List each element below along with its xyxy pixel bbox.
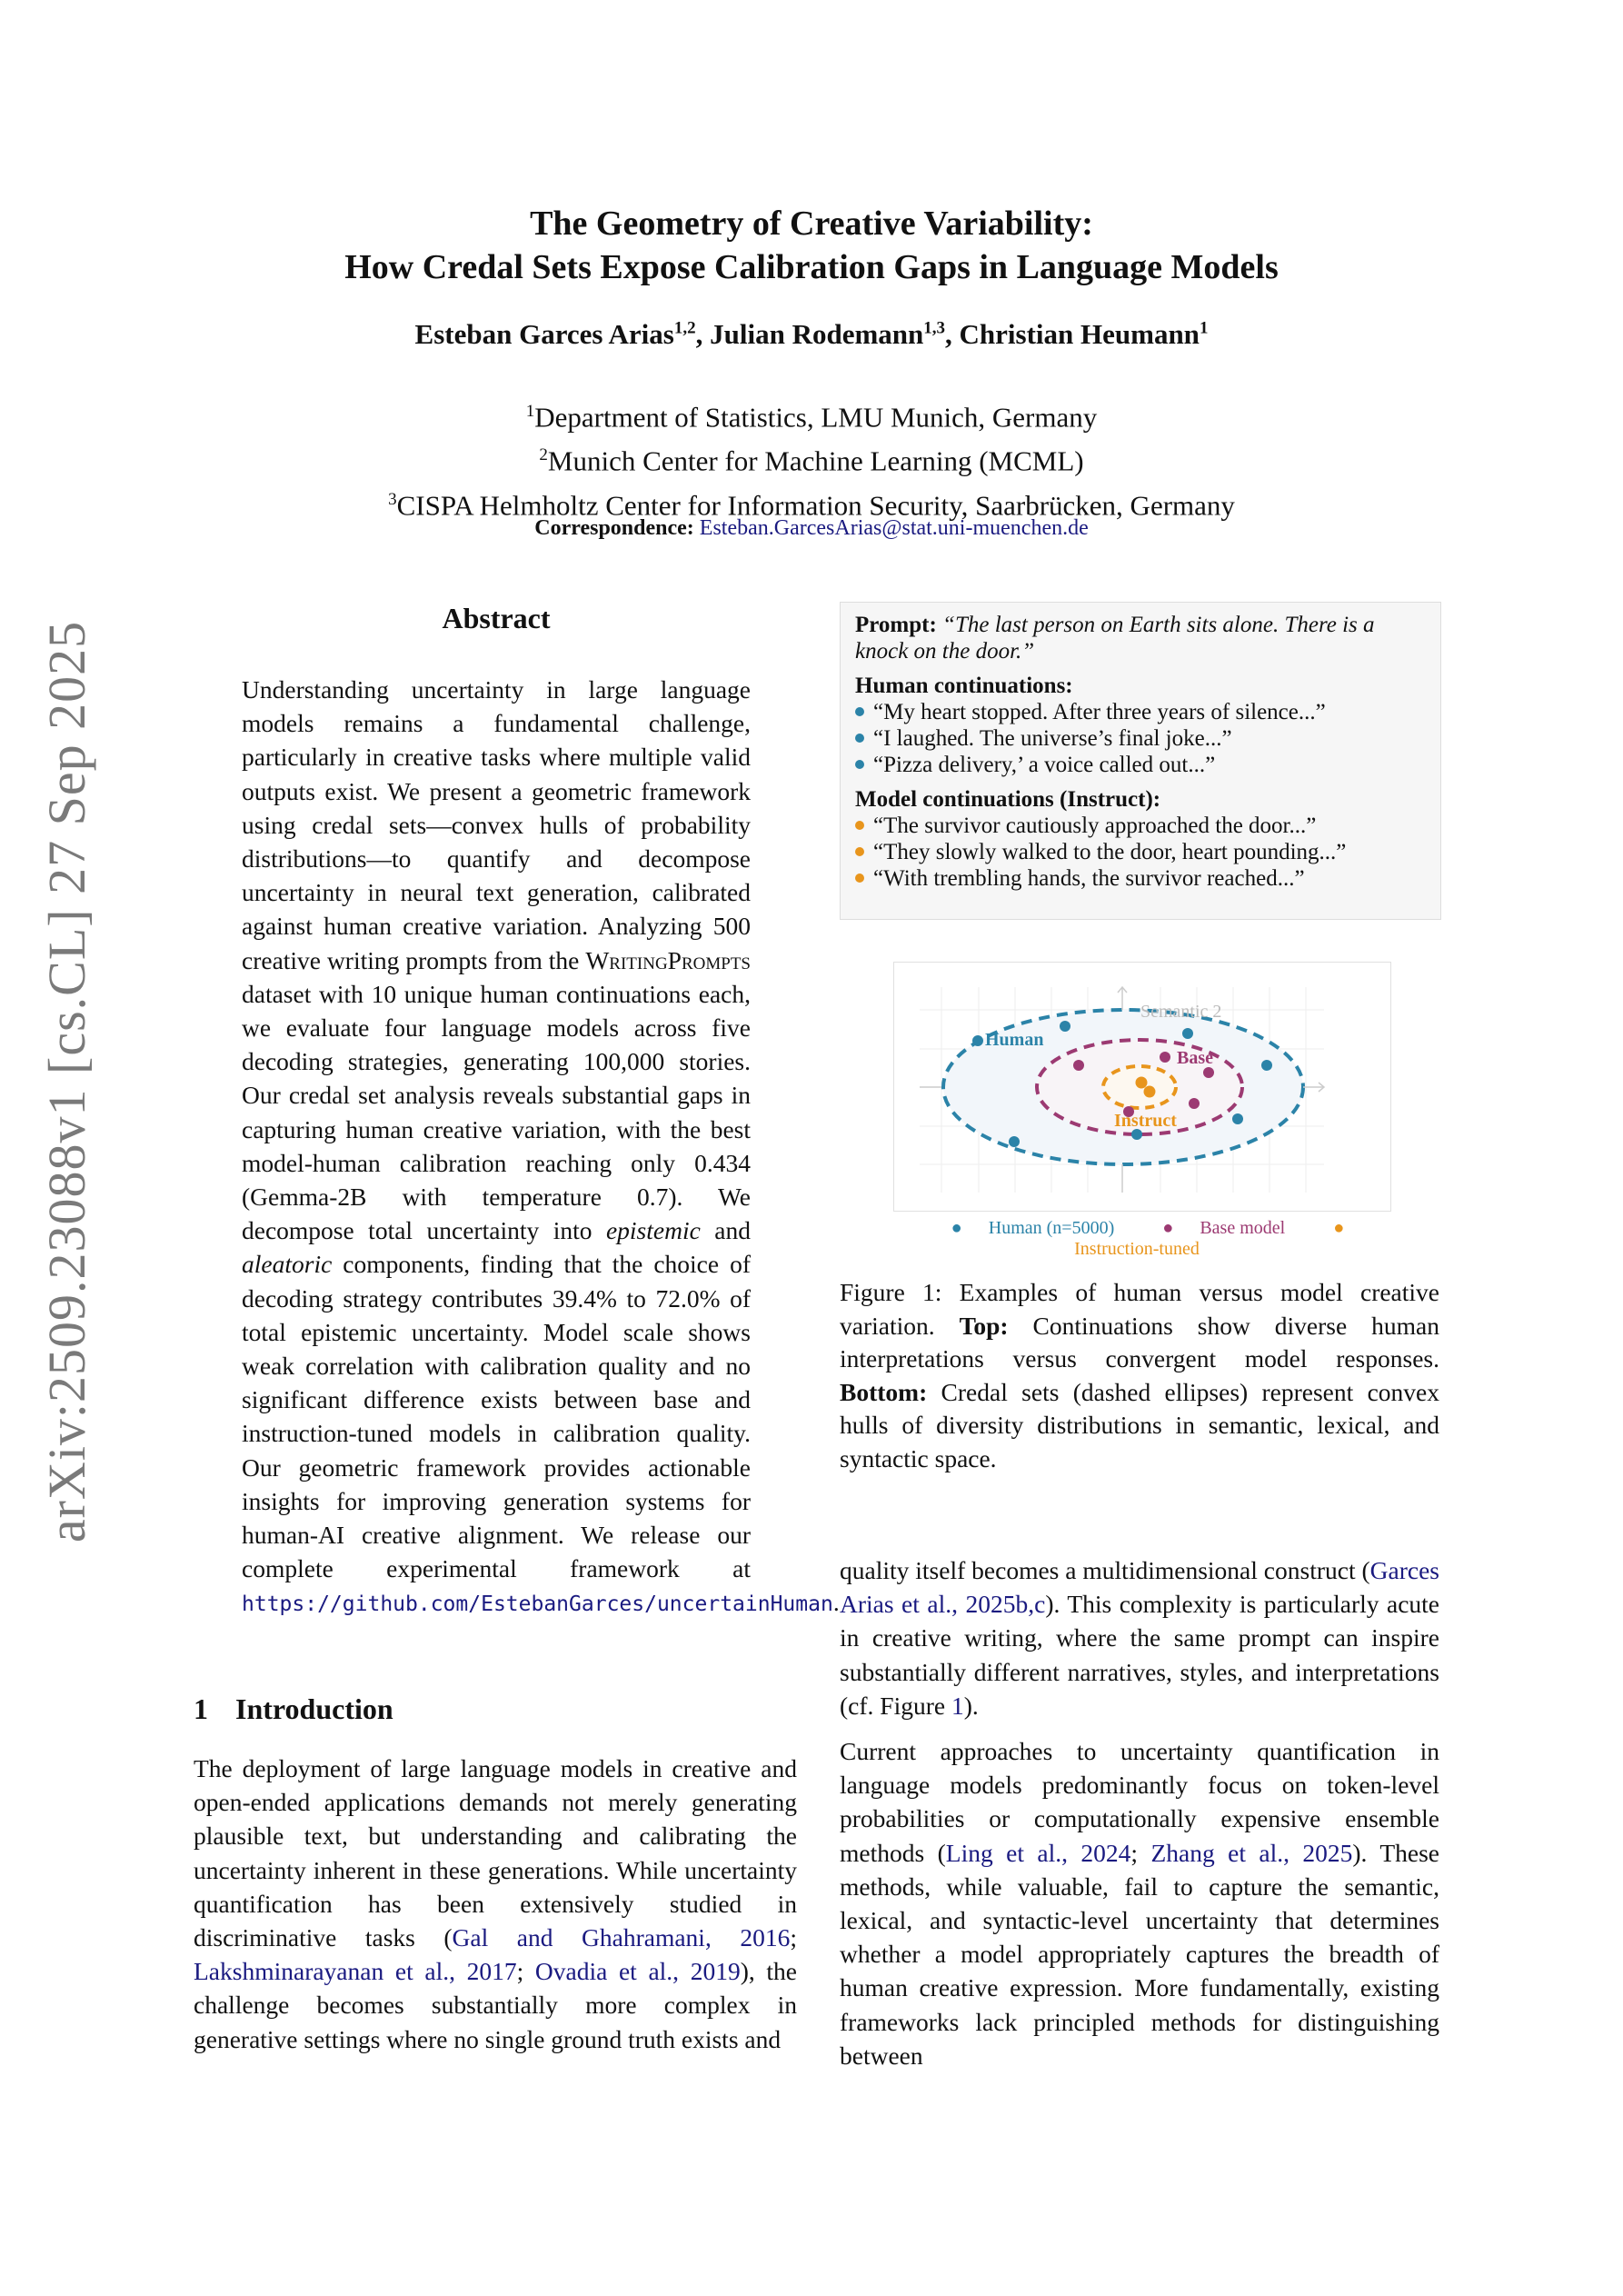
legend-item-instruct: ● Instruction-tuned [1074,1218,1345,1259]
paragraph: quality itself becomes a multidimensional construct (Garces Arias et al., 2025b,c). This complexity is particularly acute in creative writing, where the same prompt can inspire substantially different narratives, styles, and interpretations (cf. Figure 1). [840,1556,1439,1720]
github-link[interactable]: https://github.com/EstebanGarces/uncertainHuman [242,1592,833,1617]
blue-dot-icon: ● [951,1218,962,1238]
affiliation: $^3$CISPA Helmholtz Center for Information Security, Saarbrücken, Germany [388,488,1235,521]
citation-link[interactable]: Ling et al., 2024 [945,1838,1131,1867]
human-continuations-label: Human continuations: [855,674,1073,698]
list-item: “They slowly walked to the door, heart pounding...” [855,839,1426,865]
orange-bullet-icon [855,873,864,883]
author-list: Esteban Garces Arias$^{1,2}$, Julian Rodemann$^{1,3}$, Christian Heumann$^1$ [414,318,1209,350]
list-item: “With trembling hands, the survivor reached...” [855,865,1426,892]
axis-label-semantic-2: Semantic 2 [1140,1002,1222,1022]
section-heading-introduction: 1 Introduction [194,1692,393,1725]
orange-dot-icon: ● [1333,1218,1345,1238]
paper-title [0,202,1623,289]
right-column-body [840,1553,1439,2084]
figure-example-box [840,602,1441,920]
correspondence-label: Correspondence: [534,516,694,540]
list-item: “I laughed. The universe’s final joke...” [855,725,1426,752]
figure-ref-link[interactable]: 1 [951,1691,964,1720]
author-name: Julian Rodemann [710,318,924,350]
prompt-line: Prompt: “The last person on Earth sits alone. There is a knock on the door.” [855,613,1375,664]
plot-legend [893,1218,1391,1260]
affiliation: $^1$Department of Statistics, LMU Munich, Germany [525,401,1098,434]
legend-item-human: ● Human (n=5000) [951,1218,1115,1238]
author-affil-sup: 1 [1199,318,1209,338]
correspondence-email-link[interactable]: Esteban.GarcesArias@stat.uni-muenchen.de [699,516,1089,540]
human-ellipse-label: Human [985,1030,1044,1050]
citation-link[interactable]: Gal and Ghahramani, 2016 [452,1923,791,1952]
author-name: Christian Heumann [959,318,1200,350]
list-item: “The survivor cautiously approached the door...” [855,813,1426,839]
author-affil-sup: 1,2 [673,318,696,338]
abstract-body: Understanding uncertainty in large language models remains a fundamental challenge, particularly in creative tasks where multiple valid outputs exist. We present a geometric framework using credal sets—convex hulls of probability distributions—to quantify and decompose uncertainty in neural text generation, calibrated against human creative variation. Analyzing 500 creative writing prompts from the WritingPrompts dataset with 10 unique human continuations each, we evaluate four language models across five decoding strategies, generating 100,000 stories. Our credal set analysis reveals substantial gaps in capturing human creative variation, with the best model-human calibration reaching only 0.434 (Gemma-2B with temperature 0.7). We decompose total uncertainty into epistemic and aleatoric components, finding that the choice of decoding strategy contributes 39.4% to 72.0% of total epistemic uncertainty. Model scale shows weak correlation with calibration quality and no significant difference exists between base and instruction-tuned models in calibration quality. Our geometric framework provides actionable insights for improving generation systems for human-AI creative alignment. We release our complete experimental framework at https://github.com/EstebanGarces/uncertainHuman. [242,675,840,1617]
arxiv-stamp: arXiv:2509.23088v1 [cs.CL] 27 Sep 2025 [37,620,96,1543]
affiliations [0,393,1623,524]
citation-link[interactable]: Lakshminarayanan et al., 2017 [194,1957,517,1986]
citation-link[interactable]: Garces Arias et al., 2025b,c [840,1556,1439,1619]
credal-set-plot [893,962,1391,1212]
instruct-ellipse-label: Instruct [1114,1111,1177,1131]
dataset-name: WritingPrompts [585,945,751,974]
abstract-heading: Abstract [442,602,551,634]
blue-bullet-icon [855,734,864,743]
blue-bullet-icon [855,760,864,769]
citation-link[interactable]: Ovadia et al., 2019 [534,1957,741,1986]
base-ellipse-label: Base [1177,1048,1213,1068]
correspondence [0,516,1623,541]
prompt-text: “The last person on Earth sits alone. There is a knock on the door.” [855,613,1375,664]
author-name: Esteban Garces Arias [414,318,674,350]
figure-caption: Figure 1: Examples of human versus model creative variation. Top: Continuations show diverse human interpretations versus convergent model responses. Bottom: Credal sets (dashed ellipses) represent convex hulls of diversity distributions in semantic, lexical, and syntactic space. [840,1278,1439,1472]
credal-set-svg [894,963,1390,1211]
orange-bullet-icon [855,821,864,830]
affiliation: $^2$Munich Center for Machine Learning (MCML) [539,444,1084,477]
introduction-body: The deployment of large language models in creative and open-ended applications demands not merely generating plausible text, but understanding and calibrating the uncertainty inherent in these generations. While uncertainty quantification has been extensively studied in discriminative tasks (Gal and Ghahramani, 2016; Lakshminarayanan et al., 2017; Ovadia et al., 2019), the challenge becomes substantially more complex in generative settings where no single ground truth exists and [194,1754,797,2053]
orange-bullet-icon [855,847,864,856]
legend-item-base: ● Base model [1162,1218,1286,1238]
list-item: “Pizza delivery,’ a voice called out...” [855,752,1426,778]
title-line-1: The Geometry of Creative Variability: [530,205,1093,243]
author-affil-sup: 1,3 [923,318,946,338]
citation-link[interactable]: Zhang et al., 2025 [1150,1838,1353,1867]
model-continuations-label: Model continuations (Instruct): [855,787,1161,812]
purple-dot-icon: ● [1162,1218,1174,1238]
title-line-2: How Credal Sets Expose Calibration Gaps in Language Models [344,248,1279,286]
paragraph: Current approaches to uncertainty quantification in language models predominantly focus on token-level probabilities or computationally expensive ensemble methods (Ling et al., 2024; Zhang et al., 2025). These methods, while valuable, fail to capture the semantic, lexical, and syntactic-level uncertainty that determines whether a model appropriately captures the breadth of human creative expression. More fundamentally, existing frameworks lack principled methods for distinguishing between [840,1737,1439,2070]
list-item: “My heart stopped. After three years of silence...” [855,699,1426,725]
blue-bullet-icon [855,707,864,716]
